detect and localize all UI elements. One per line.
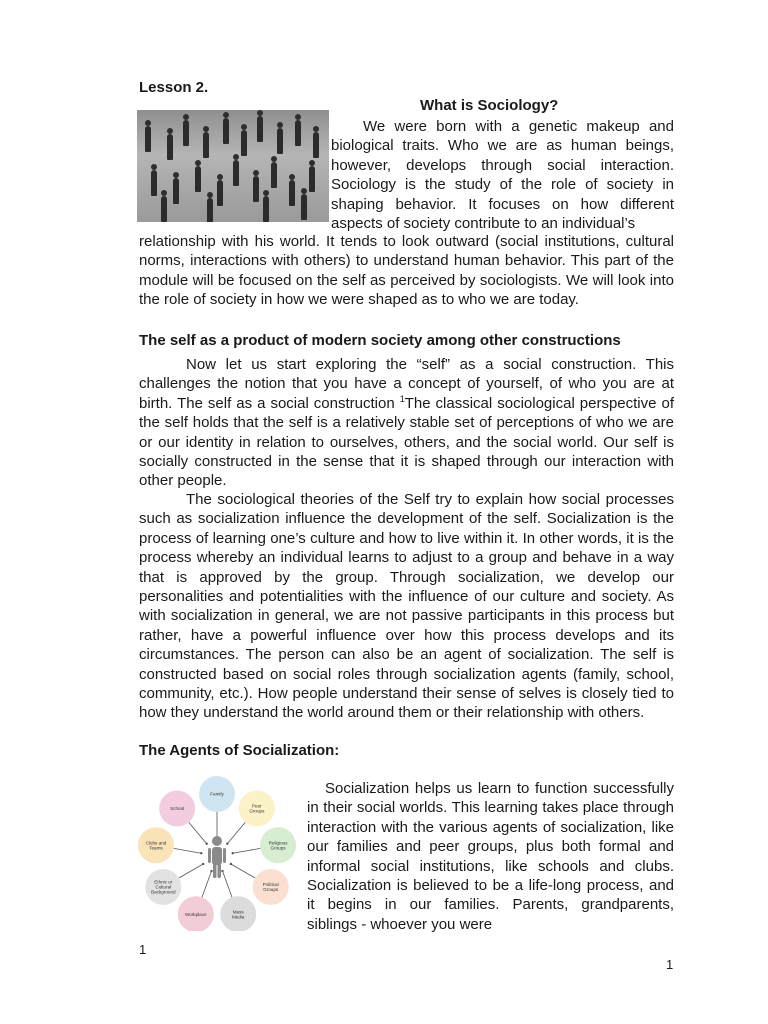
diagram-arrowhead [232, 852, 234, 854]
diagram-node-label: Religious Groups [268, 840, 288, 851]
group-photo [137, 110, 329, 222]
sociological-theories-paragraph: The sociological theories of the Self try to explain how social processes such as socialization influence the development of the self. Socialization is the process of learning one’s culture and how to live within it. In other words, it is the process whereby an individual learns to adjust to a group and behave in a way that is approved by the group. Through socialization, we develop our personalities and potentialities with the influence of our culture and society. As with socialization in general, we are not passive participants in this process but rather, have a powerful influence over how this process develops and its circumstances. The person can also be an agent of socialization. The self is constructed based on social roles through socialization agents (family, school, community, etc.). How people understand their sense of selves is closely tied to how they understand the world around them or their relationship with others. [139, 491, 674, 722]
diagram-node-label: Peer Groups [249, 803, 265, 814]
diagram-node-label: Political Groups [262, 882, 279, 893]
diagram-node-label: Ethnic or Cultural Background [151, 879, 176, 895]
section-heading-agents: The Agents of Socialization: [139, 742, 340, 759]
self-paragraph-text-1: Now let us start exploring the “self” as a social construction. This challenges the notion that you have a concept of yourself, of who you are at birth. The self as a social construction [139, 356, 674, 412]
diagram-arrowhead [202, 863, 204, 865]
diagram-arrow [202, 871, 212, 897]
self-paragraph-text-2: The classical sociological perspective of the self holds that the self is a relatively stable set of perceptions of who we are or our identity in relation to ourselves, others, and the social world. Our self is socially constructed in the sense that it is shaped through our interaction with other people. [139, 394, 674, 490]
page-title: What is Sociology? [420, 97, 559, 114]
diagram-node-label: Family [210, 791, 224, 797]
diagram-arrow [174, 848, 202, 853]
page-number-left: 1 [139, 942, 147, 957]
diagram-arrowhead [210, 870, 212, 872]
agents-paragraph: Socialization helps us learn to function successfully in their social worlds. This learning takes place through interaction with the various agents of socialization, like our families and peer groups, plus both formal and informal social institutions, like schools and clubs. Socialization is believed to be a life-long process, and it begins in our families. Parents, grandparents, siblings - whoever you were [307, 780, 674, 933]
diagram-arrow [179, 864, 203, 878]
diagram-arrowhead [200, 852, 202, 854]
intro-paragraph-bottom: relationship with his world. It tends to look outward (social institutions, cultural norms, interactions with others) to understand human behavior. This part of the module will be focused on the self as perceived by sociologists. We will look into the role of society in how we were shaped as to who we are today. [139, 233, 674, 309]
self-construction-paragraph [139, 355, 674, 491]
intro-paragraph-top: We were born with a genetic makeup and biological traits. Who we are as human beings, however, develops through social interaction. Sociology is the study of the role of society in shaping behavior. It focuses on how different aspects of society contribute to an individual’s [331, 118, 674, 233]
page-number-right: 1 [666, 957, 674, 972]
diagram-node-label: Clubs and Teams [145, 840, 167, 851]
diagram-arrowhead [221, 870, 223, 872]
diagram-arrow [227, 822, 245, 843]
diagram-arrowhead [230, 863, 232, 865]
footnote-marker[interactable]: 1 [399, 393, 405, 404]
diagram-arrowhead [226, 843, 228, 845]
diagram-arrow [231, 864, 255, 878]
diagram-arrow [233, 848, 261, 853]
diagram-arrow [189, 822, 207, 843]
diagram-node-label: Mass Media [231, 909, 245, 920]
lesson-label: Lesson 2. [139, 79, 209, 96]
diagram-arrowhead [206, 843, 208, 845]
diagram-node-label: Workplace [184, 911, 207, 917]
section-heading-self: The self as a product of modern society among other constructions [139, 332, 621, 349]
agents-of-socialization-diagram [137, 771, 297, 931]
diagram-arrow [222, 871, 232, 897]
diagram-node-label: School [170, 806, 185, 812]
